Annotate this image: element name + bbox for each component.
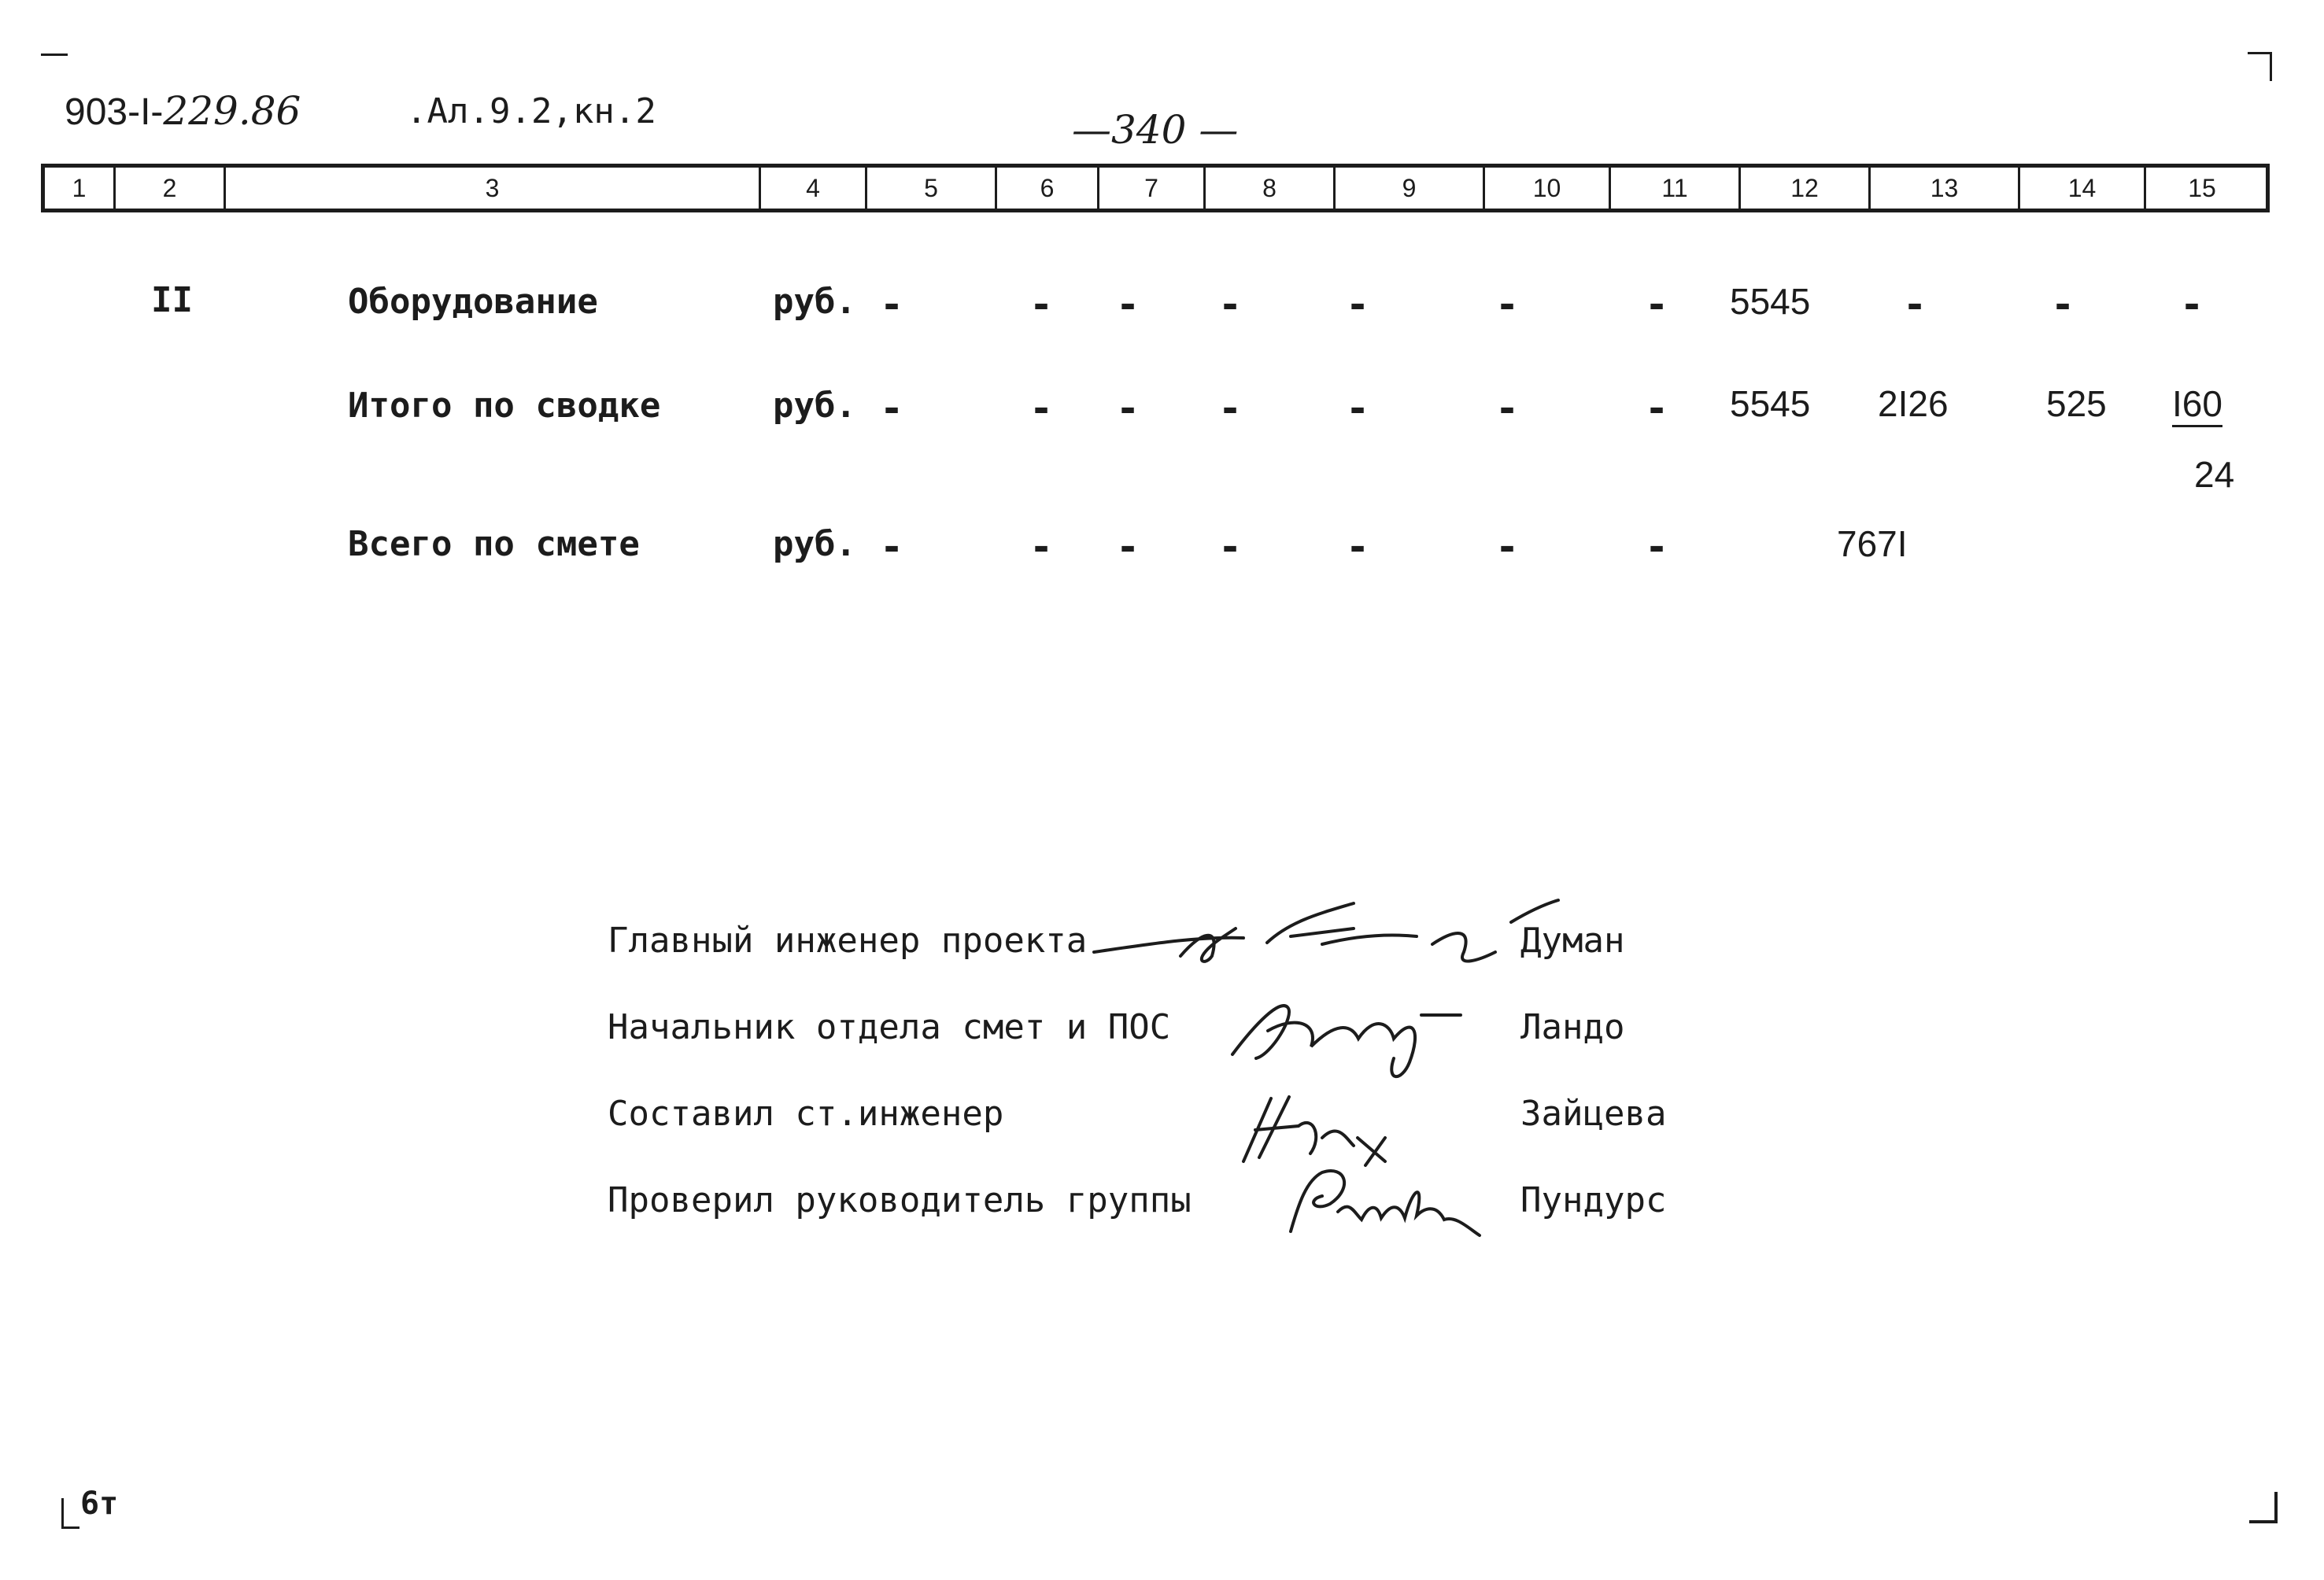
cell-col6: - xyxy=(1029,386,1054,431)
signatory-name: Пундурс xyxy=(1520,1180,1667,1220)
cell-col13: 2I26 xyxy=(1878,383,1949,424)
cell-col15: I60 xyxy=(2172,382,2222,427)
corner-mark-top-left xyxy=(41,54,68,56)
cell-col9: - xyxy=(1346,386,1370,431)
column-header: 1 xyxy=(45,168,116,209)
signatory-name: Думан xyxy=(1520,921,1625,961)
column-header: 5 xyxy=(867,168,997,209)
cell-col11: - xyxy=(1645,524,1669,570)
cell-col14: - xyxy=(2051,282,2075,327)
column-header: 14 xyxy=(2020,168,2146,209)
column-header: 2 xyxy=(116,168,226,209)
cell-col5: - xyxy=(880,524,904,570)
cell-col5: - xyxy=(880,386,904,431)
column-header: 13 xyxy=(1871,168,2020,209)
column-header: 7 xyxy=(1099,168,1206,209)
signature-group-lead xyxy=(1275,1157,1495,1243)
signatory-name: Зайцева xyxy=(1520,1094,1667,1134)
cell-col9: - xyxy=(1346,282,1370,327)
row-unit: руб. xyxy=(773,386,856,426)
corner-mark-bottom-right xyxy=(2249,1492,2278,1523)
column-header: 15 xyxy=(2188,173,2216,202)
signature-estimates-head xyxy=(1225,984,1476,1086)
cell-col5: - xyxy=(880,282,904,327)
column-header: 6 xyxy=(997,168,1099,209)
cell-col6: - xyxy=(1029,282,1054,327)
section-number: II xyxy=(151,280,193,320)
album-reference: .Ал.9.2,кн.2 xyxy=(406,91,656,131)
document-code-printed: 903-I- xyxy=(65,91,164,133)
cell-col7: - xyxy=(1116,524,1140,570)
column-header: 12 xyxy=(1741,168,1871,209)
cell-col12: 5545 xyxy=(1730,281,1811,322)
cell-col11: - xyxy=(1645,386,1669,431)
document-code xyxy=(65,88,301,134)
signature-chief-engineer xyxy=(1086,881,1574,976)
grand-total: 767I xyxy=(1837,523,1908,564)
cell-col10: - xyxy=(1495,282,1520,327)
column-header: 3 xyxy=(226,168,761,209)
cell-col13: - xyxy=(1903,282,1927,327)
cell-col9: - xyxy=(1346,524,1370,570)
cell-col6: - xyxy=(1029,524,1054,570)
cell-col15-sub: 24 xyxy=(2194,454,2235,495)
cell-col10: - xyxy=(1495,386,1520,431)
column-header-strip xyxy=(41,164,2270,212)
cell-col8: - xyxy=(1218,524,1243,570)
cell-col15: - xyxy=(2180,282,2204,327)
cell-col7: - xyxy=(1116,386,1140,431)
cell-col7: - xyxy=(1116,282,1140,327)
cell-col8: - xyxy=(1218,282,1243,327)
column-header: 8 xyxy=(1206,168,1336,209)
cell-col11: - xyxy=(1645,282,1669,327)
signatory-name: Ландо xyxy=(1520,1007,1625,1047)
row-unit: руб. xyxy=(773,282,856,322)
row-label: Итого по сводке xyxy=(348,386,661,426)
row-label: Всего по смете xyxy=(348,524,640,564)
signature-role: Проверил руководитель группы xyxy=(608,1180,1192,1220)
column-header: 9 xyxy=(1336,168,1485,209)
cell-col14: 525 xyxy=(2046,383,2107,424)
column-header: 10 xyxy=(1485,168,1611,209)
column-header: 4 xyxy=(761,168,867,209)
cell-col10: - xyxy=(1495,524,1520,570)
row-label: Оборудование xyxy=(348,282,598,322)
row-unit: руб. xyxy=(773,524,856,564)
signature-role: Начальник отдела смет и ПОС xyxy=(608,1007,1171,1047)
signature-role: Составил ст.инженер xyxy=(608,1094,1004,1134)
corner-mark-top-right xyxy=(2248,52,2272,81)
page-number: —340 — xyxy=(1072,107,1239,153)
cell-col12: 5545 xyxy=(1730,383,1811,424)
column-header: 11 xyxy=(1611,168,1741,209)
corner-mark-bottom-left xyxy=(61,1498,79,1529)
document-code-handwritten: 229.86 xyxy=(163,88,301,134)
signature-role: Главный инженер проекта xyxy=(608,921,1088,961)
footer-mark: 6т xyxy=(80,1486,119,1522)
cell-col8: - xyxy=(1218,386,1243,431)
